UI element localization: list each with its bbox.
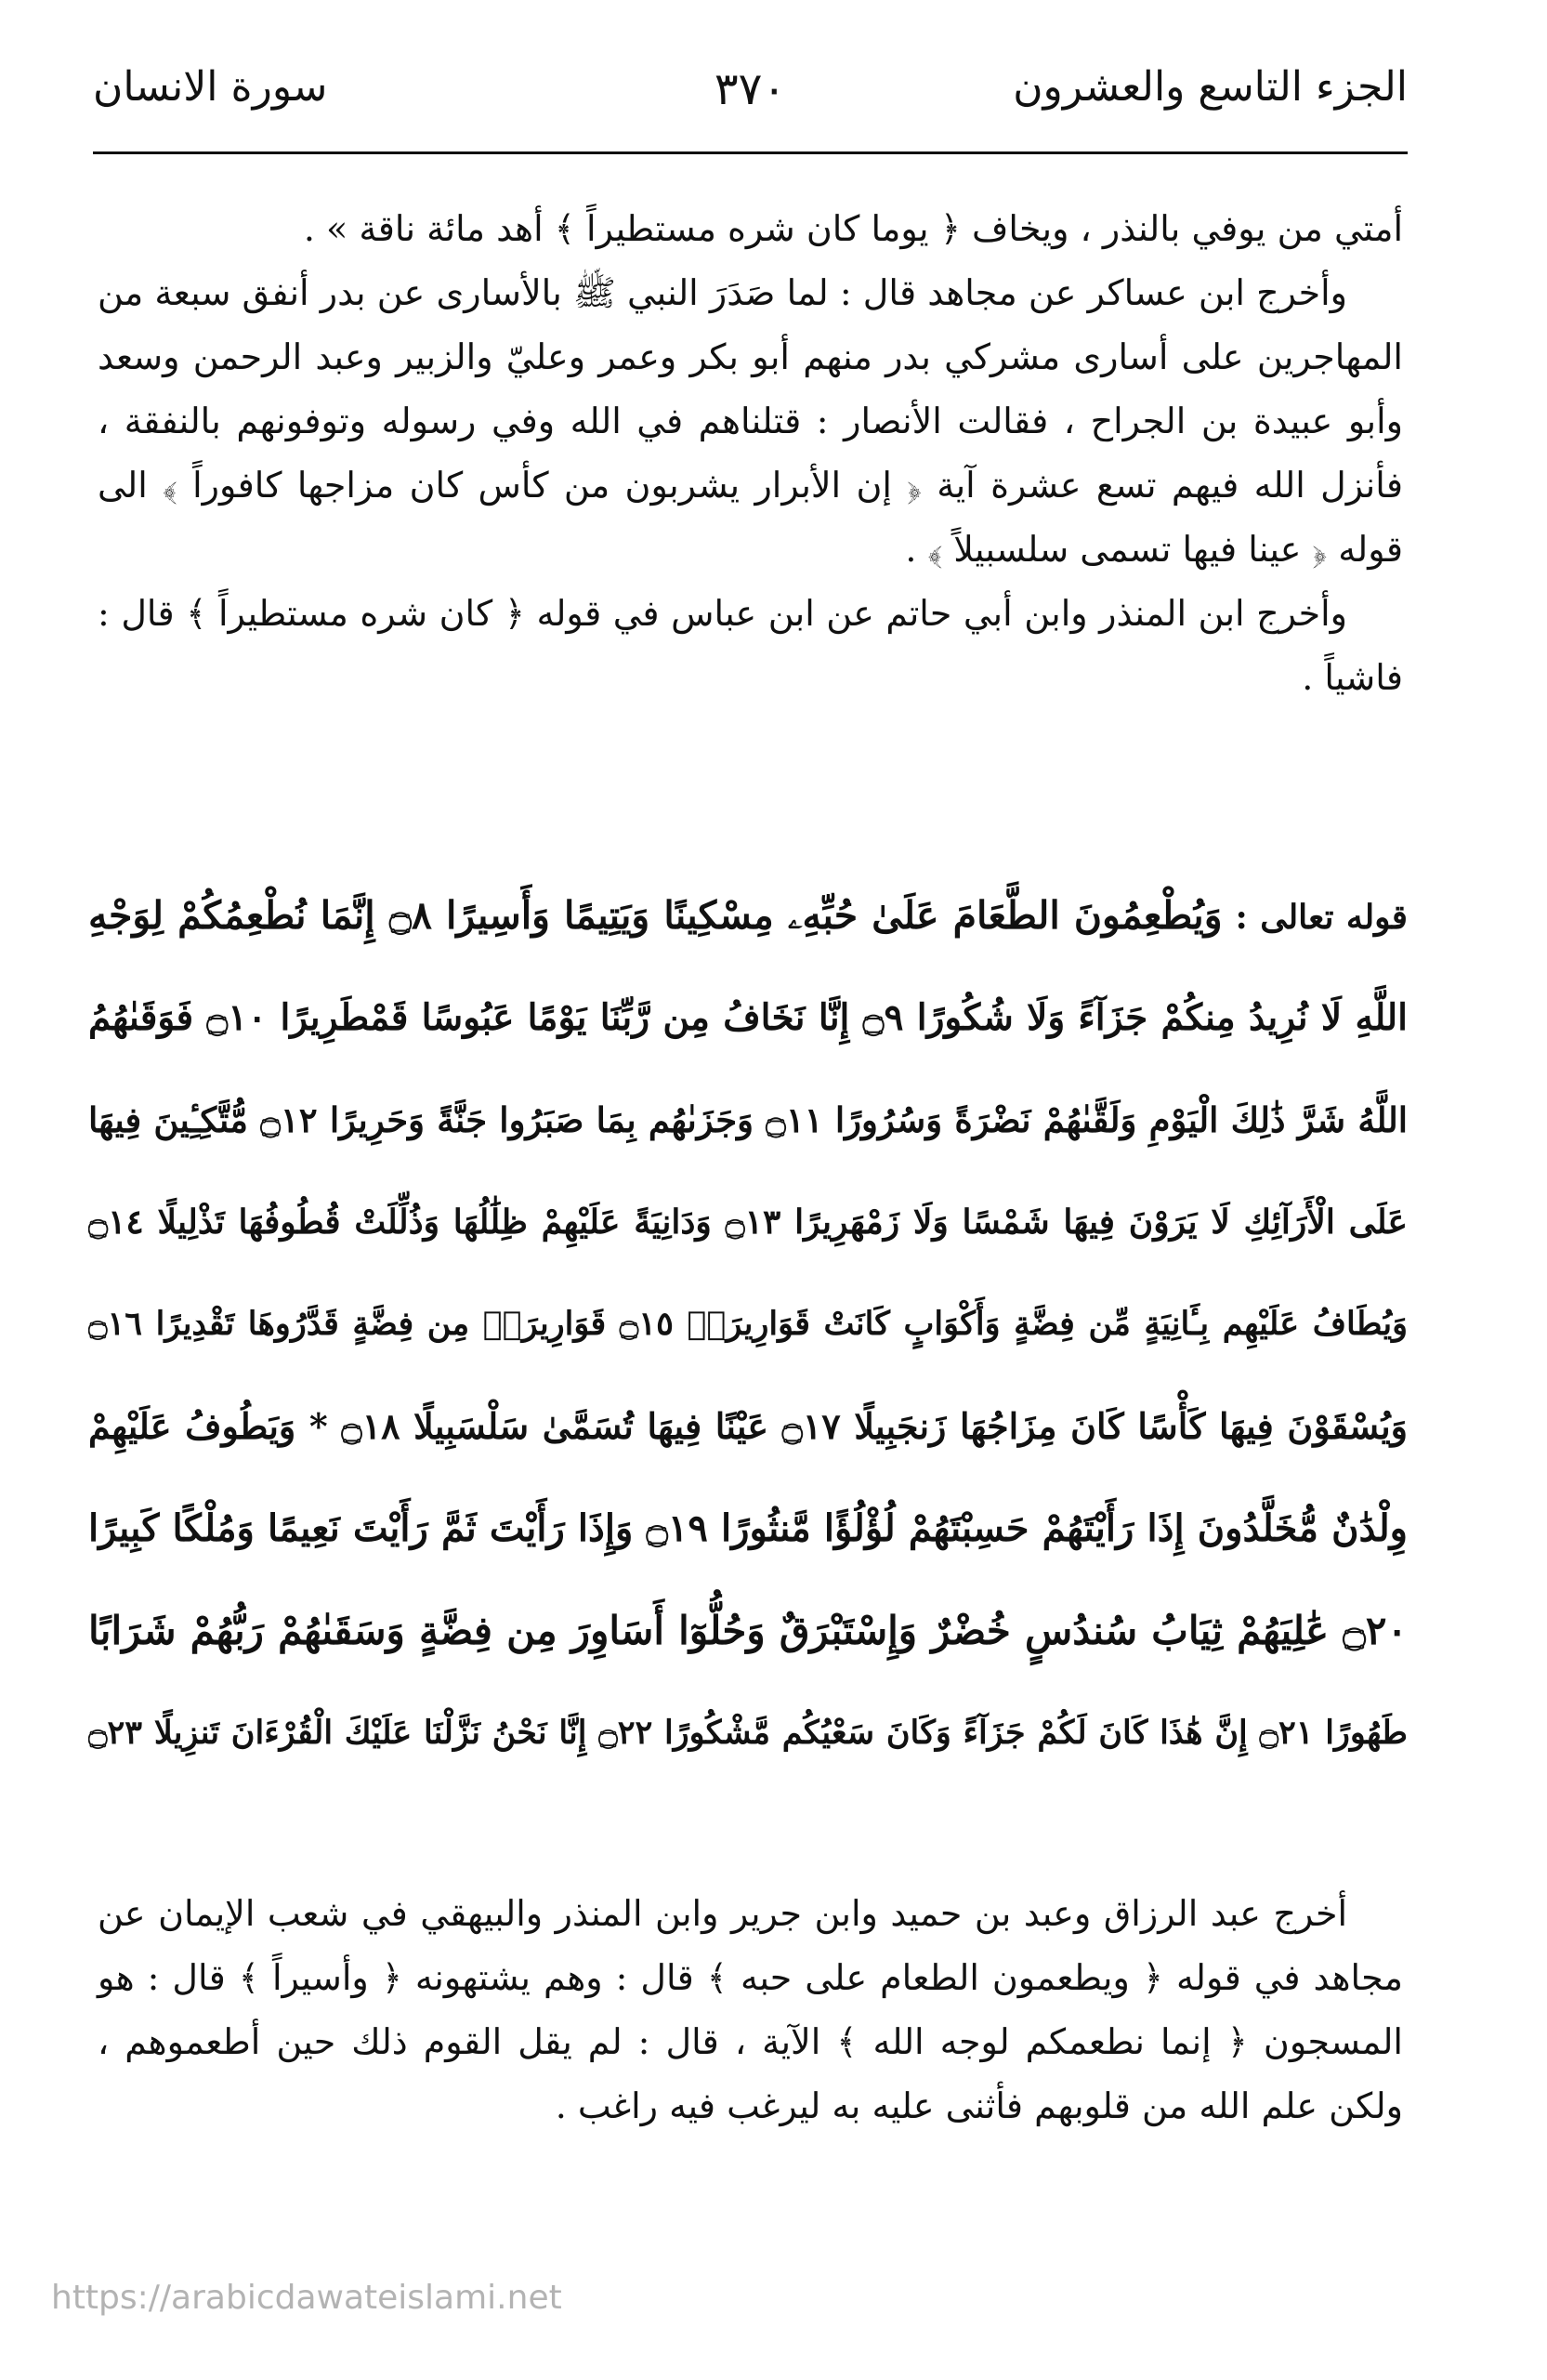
quran-line: اللَّهِ لَا نُرِيدُ مِنكُمْ جَزَآءً وَلَا شُكُورًا ۝٩ إِنَّا نَخَافُ مِن رَّبِّنَا يَوْمًا عَبُوسًا قَمْطَرِيرًا ۝١٠ فَوَقَىٰهُمُ [88,996,1408,1039]
quran-verses-block [88,864,1408,1784]
quran-line-text: وَيُطْعِمُونَ الطَّعَامَ عَلَىٰ حُبِّهِۦ مِسْكِينًا وَيَتِيمًا وَأَسِيرًا ۝٨ إِنَّمَا نُطْعِمُكُمْ لِوَجْهِ [88,893,1223,938]
quran-line [88,864,1408,966]
quran-line: وِلْدَٰنٌ مُّخَلَّدُونَ إِذَا رَأَيْتَهُمْ حَسِبْتَهُمْ لُؤْلُؤًا مَّنثُورًا ۝١٩ وَإِذَا رَأَيْتَ ثَمَّ رَأَيْتَ نَعِيمًا وَمُلْكًا كَبِيرًا [88,1506,1408,1550]
quran-line: وَيُسْقَوْنَ فِيهَا كَأْسًا كَانَ مِزَاجُهَا زَنجَبِيلًا ۝١٧ عَيْنًا فِيهَا تُسَمَّىٰ سَلْسَبِيلًا ۝١٨ * وَيَطُوفُ عَلَيْهِمْ [88,1405,1408,1447]
quran-line: اللَّهُ شَرَّ ذَٰلِكَ الْيَوْمِ وَلَقَّىٰهُمْ نَضْرَةً وَسُرُورًا ۝١١ وَجَزَىٰهُم بِمَا صَبَرُوا جَنَّةً وَحَرِيرًا ۝١٢ مُّتَّكِـِٔينَ فِيهَا [88,1099,1408,1140]
commentary-paragraph: وأخرج ابن عساكر عن مجاهد قال : لما صَدَرَ النبي ﷺ بالأسارى عن بدر أنفق سبعة من المهاجرين على أسارى مشركي بدر منهم أبو بكر وعمر وعليّ والزبير وعبد الرحمن وسعد وأبو عبيدة بن الجراح ، فقالت الأنصار : قتلناهم في الله وفي رسوله وتوفونهم بالنفقة ، فأنزل الله فيهم تسع عشرة آية ﴿ إن الأبرار يشربون من كأس كان مزاجها كافوراً ﴾ الى قوله ﴿ عينا فيها تسمى سلسبيلاً ﴾ . [98,272,1403,570]
part-title: الجزء التاسع والعشرون [1013,63,1408,111]
quran-line: وَيُطَافُ عَلَيْهِم بِـَٔانِيَةٍ مِّن فِضَّةٍ وَأَكْوَابٍ كَانَتْ قَوَارِيرَا۠ ۝١٥ قَوَارِيرَا۟ مِن فِضَّةٍ قَدَّرُوهَا تَقْدِيرًا ۝١٦ [88,1305,1408,1343]
page-number: ٣٧٠ [714,63,787,115]
quran-line: طَهُورًا ۝٢١ إِنَّ هَٰذَا كَانَ لَكُمْ جَزَآءً وَكَانَ سَعْيُكُم مَّشْكُورًا ۝٢٢ إِنَّا نَحْنُ نَزَّلْنَا عَلَيْكَ الْقُرْءَانَ تَنزِيلًا ۝٢٣ [88,1714,1408,1752]
quran-line: ۝٢٠ عَٰلِيَهُمْ ثِيَابُ سُندُسٍ خُضْرٌ وَإِسْتَبْرَقٌ وَحُلُّوٓا أَسَاوِرَ مِن فِضَّةٍ وَسَقَىٰهُمْ رَبُّهُمْ شَرَابًا [88,1608,1408,1653]
top-commentary [98,197,1403,710]
page-header [93,45,1408,147]
quran-intro: قوله تعالى : [1235,898,1408,937]
commentary-paragraph: وأخرج ابن المنذر وابن أبي حاتم عن ابن عباس في قوله ﴿ كان شره مستطيراً ﴾ قال : فاشياً . [98,593,1403,698]
surah-title: سورة الانسان [93,63,328,111]
quran-line: عَلَى الْأَرَآئِكِ لَا يَرَوْنَ فِيهَا شَمْسًا وَلَا زَمْهَرِيرًا ۝١٣ وَدَانِيَةً عَلَيْهِمْ ظِلَٰلُهَا وَذُلِّلَتْ قُطُوفُهَا تَذْلِيلًا ۝١٤ [88,1203,1408,1242]
bottom-commentary [98,1882,1403,2138]
header-divider [93,151,1408,154]
commentary-paragraph: أخرج عبد الرزاق وعبد بن حميد وابن جرير وابن المنذر والبيهقي في شعب الإيمان عن مجاهد في قوله ﴿ ويطعمون الطعام على حبه ﴾ قال : وهم يشتهونه ﴿ وأسيراً ﴾ قال : هو المسجون ﴿ إنما نطعمكم لوجه الله ﴾ الآية ، قال : لم يقل القوم ذلك حين أطعموهم ، ولكن علم الله من قلوبهم فأثنى عليه به ليرغب فيه راغب . [98,1893,1403,2126]
commentary-paragraph: أمتي من يوفي بالنذر ، ويخاف ﴿ يوما كان شره مستطيراً ﴾ أهد مائة ناقة » . [303,208,1403,249]
watermark-url: https://arabicdawateislami.net [51,2279,562,2317]
